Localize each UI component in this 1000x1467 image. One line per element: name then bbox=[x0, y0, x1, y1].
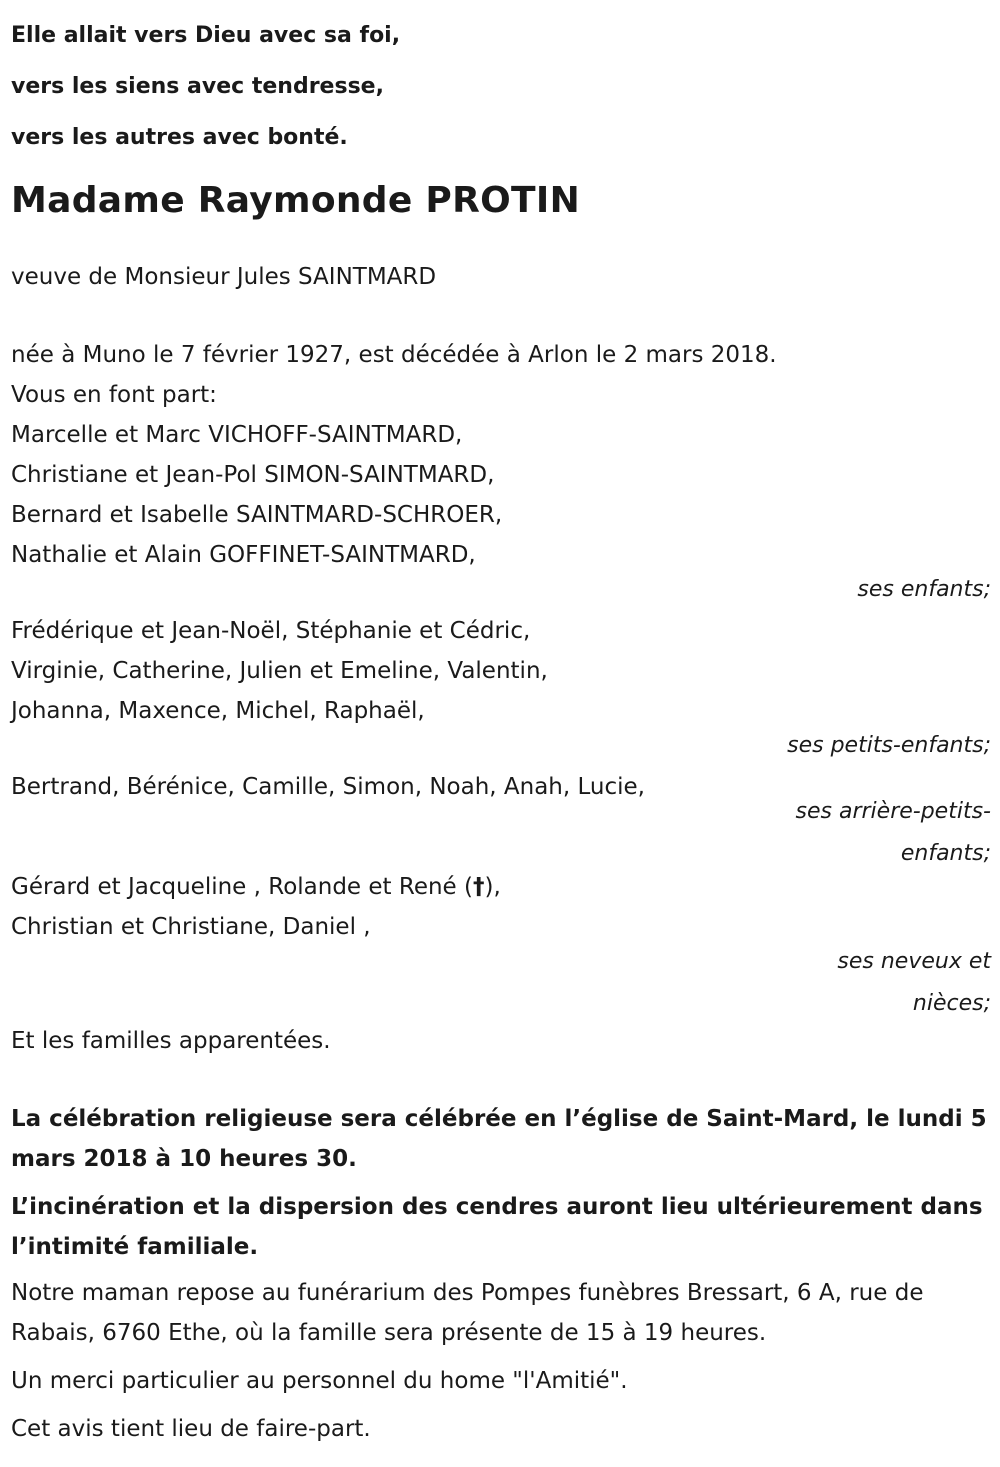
grandchildren-role: ses petits-enfants; bbox=[787, 733, 991, 758]
epigraph bbox=[11, 0, 991, 163]
role-line: ses neveux et bbox=[837, 949, 991, 974]
child-line: Nathalie et Alain GOFFINET-SAINTMARD, bbox=[11, 542, 476, 568]
epigraph-line: Elle allait vers Dieu avec sa foi, bbox=[11, 23, 401, 48]
role-line: ses arrière-petits- bbox=[795, 799, 991, 824]
nephew-line-text: Gérard et Jacqueline , Rolande et René ( bbox=[11, 874, 473, 900]
thanks-line: Un merci particulier au personnel du home "l'Amitié". bbox=[11, 1368, 628, 1394]
rest-info: Notre maman repose au funérarium des Pompes funèbres Bressart, 6 A, rue de Rabais, 6760 Ethe, où la famille sera présente de 15 à 19 heures. bbox=[11, 1280, 924, 1346]
epigraph-line: vers les siens avec tendresse, bbox=[11, 74, 384, 99]
obituary-notice bbox=[11, 0, 991, 1449]
nephew-line-end: ), bbox=[484, 874, 501, 900]
incineration-info: L’incinération et la dispersion des cendres auront lieu ultérieurement dans l’intimité familiale. bbox=[11, 1194, 983, 1260]
cross-icon: † bbox=[473, 874, 485, 900]
grandchild-line: Frédérique et Jean-Noël, Stéphanie et Cédric, bbox=[11, 618, 531, 644]
nephew-line: Christian et Christiane, Daniel , bbox=[11, 914, 371, 940]
great-grandchildren-group bbox=[11, 767, 991, 875]
notice-line: Cet avis tient lieu de faire-part. bbox=[11, 1416, 371, 1442]
nephews-role bbox=[791, 941, 991, 1025]
great-grandchildren-line: Bertrand, Bérénice, Camille, Simon, Noah, Anah, Lucie, bbox=[11, 774, 645, 800]
ceremony-info: La célébration religieuse sera célébrée en l’église de Saint-Mard, le lundi 5 mars 2018 à 10 heures 30. bbox=[11, 1106, 987, 1172]
great-grandchildren-role bbox=[751, 791, 991, 875]
announce-heading: Vous en font part: bbox=[11, 382, 217, 408]
children-role: ses enfants; bbox=[857, 577, 991, 602]
child-line: Marcelle et Marc VICHOFF-SAINTMARD, bbox=[11, 422, 463, 448]
children-group bbox=[11, 415, 991, 611]
role-line: nièces; bbox=[912, 991, 991, 1016]
role-line: enfants; bbox=[900, 841, 991, 866]
grandchildren-group bbox=[11, 611, 991, 767]
deceased-name: Madame Raymonde PROTIN bbox=[11, 180, 580, 221]
child-line: Christiane et Jean-Pol SIMON-SAINTMARD, bbox=[11, 462, 495, 488]
epigraph-line: vers les autres avec bonté. bbox=[11, 125, 348, 150]
grandchild-line: Johanna, Maxence, Michel, Raphaël, bbox=[11, 698, 425, 724]
grandchild-line: Virginie, Catherine, Julien et Emeline, Valentin, bbox=[11, 658, 548, 684]
widow-of: veuve de Monsieur Jules SAINTMARD bbox=[11, 264, 437, 290]
nephews-group bbox=[11, 867, 991, 1025]
families-line: Et les familles apparentées. bbox=[11, 1028, 331, 1054]
birth-death-info: née à Muno le 7 février 1927, est décédée à Arlon le 2 mars 2018. bbox=[11, 342, 777, 368]
child-line: Bernard et Isabelle SAINTMARD-SCHROER, bbox=[11, 502, 503, 528]
